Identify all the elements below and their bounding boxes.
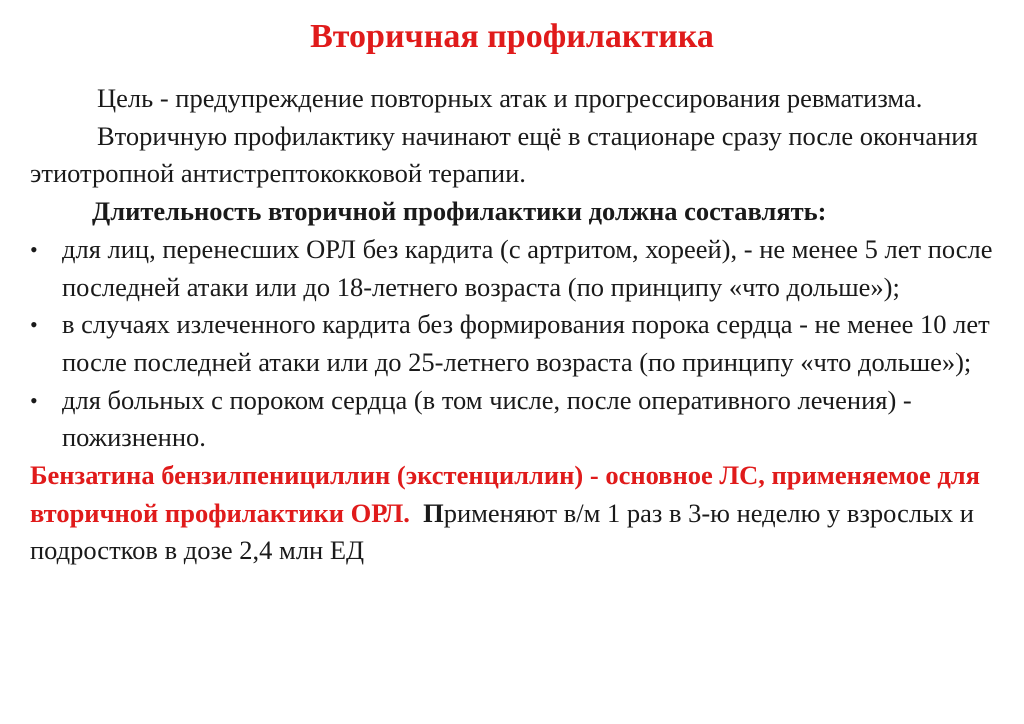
start-paragraph: Вторичную профилактику начинают ещё в стационаре сразу после окончания этиотропной антистрептококковой терапии. [30,120,978,189]
drug-highlight: Бензатина бензилпенициллин (экстенциллин) - основное ЛС, применяемое для вторичной профилактики ОРЛ. [30,460,980,528]
drug-bold-letter: П [423,497,444,528]
list-item-text: для больных с пороком сердца (в том числе, после оперативного лечения) - пожизненно. [62,384,912,453]
bullet-icon: • [30,387,38,413]
slide-title: Вторичная профилактика [310,18,714,55]
drug-paragraph [30,457,1005,570]
list-item [30,231,1005,306]
goal-paragraph: Цель - предупреждение повторных атак и прогрессирования ревматизма. [97,83,923,113]
list-item-text: для лиц, перенесших ОРЛ без кардита (с артритом, хореей), - не менее 5 лет после последней атаки или до 18-летнего возраста (по принципу «что дольше»); [62,233,993,302]
list-item-text: в случаях излеченного кардита без формирования порока сердца - не менее 10 лет после последней атаки или до 25-летнего возраста (по принципу «что дольше»); [62,309,990,377]
list-item [30,382,1005,457]
bullet-icon: • [30,312,38,338]
drug-dosage-text: рименяют в/м 1 раз в 3-ю неделю у взрослых и подростков в дозе 2,4 млн ЕД [30,497,974,566]
duration-list [30,231,1005,457]
duration-heading: Длительность вторичной профилактики должна составлять: [92,196,827,227]
bullet-icon: • [30,236,38,262]
list-item [30,306,1005,381]
slide-body [30,80,1005,570]
